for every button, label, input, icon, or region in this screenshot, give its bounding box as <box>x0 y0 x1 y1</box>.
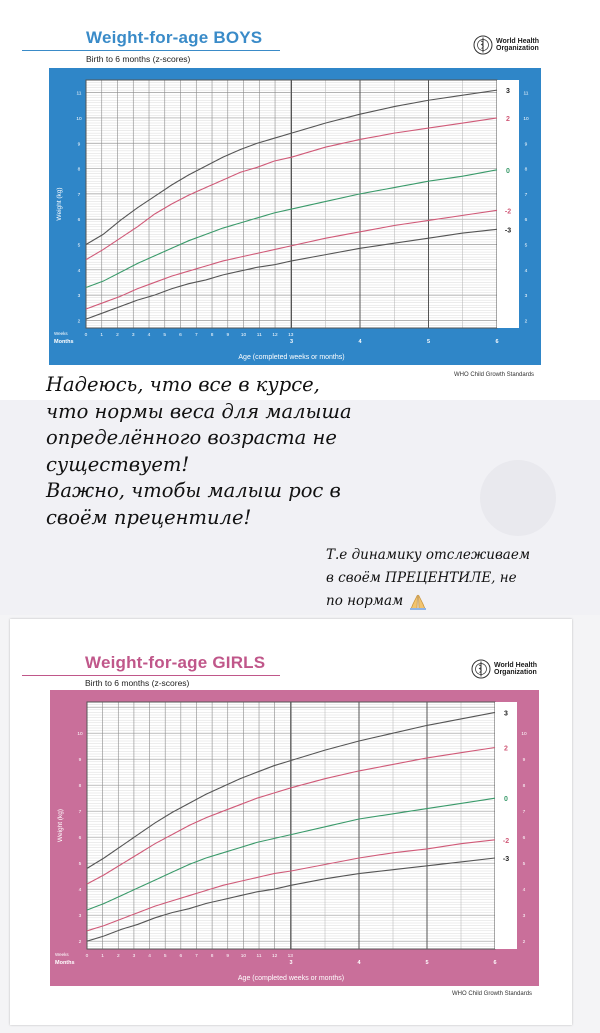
y-tick-label-right: 2 <box>524 319 528 325</box>
week-tick-label: 1 <box>101 954 104 959</box>
series-label: -3 <box>502 856 510 863</box>
chart-subtitle: Birth to 6 months (z-scores) <box>85 678 190 688</box>
y-tick-label-left: 5 <box>77 243 81 249</box>
title-rule <box>22 50 280 51</box>
y-tick-label-right: 2 <box>522 940 526 946</box>
girls-plot-frame <box>50 690 539 986</box>
y-tick-label-left: 11 <box>76 91 82 97</box>
who-name-line-1: World Health <box>496 37 540 45</box>
month-tick-label: 5 <box>425 960 429 966</box>
y-tick-label-right: 8 <box>524 167 528 173</box>
main-note-line: существует! <box>46 452 190 476</box>
y-tick-label-left: 9 <box>78 758 82 764</box>
y-tick-label-left: 10 <box>76 116 82 122</box>
week-tick-label: 0 <box>84 333 88 338</box>
weeks-row-label: Weeks <box>55 952 69 957</box>
series-label: 0 <box>504 796 508 804</box>
boys-chart-panel <box>0 0 600 382</box>
girls-chart-card <box>10 619 572 1025</box>
series-label: -3 <box>504 227 512 235</box>
week-tick-label: 3 <box>131 333 135 338</box>
main-note <box>46 372 376 531</box>
week-tick-label: 12 <box>271 954 278 959</box>
week-tick-label: 3 <box>132 954 136 959</box>
who-name-line-2: Organization <box>496 45 539 52</box>
side-note-line: Т.е динамику отслеживаем <box>326 547 531 563</box>
folded-hands-icon <box>407 594 429 610</box>
y-tick-label-right: 6 <box>524 218 528 224</box>
month-tick-label: 6 <box>493 960 497 966</box>
week-tick-label: 5 <box>163 333 167 338</box>
week-tick-label: 2 <box>116 333 119 338</box>
chart-title: Weight-for-age BOYS <box>86 28 263 47</box>
week-tick-label: 4 <box>148 954 151 959</box>
y-tick-label-right: 6 <box>522 836 526 842</box>
x-axis-label: Age (completed weeks or months) <box>238 354 345 361</box>
girls-weight-chart <box>50 690 539 986</box>
month-tick-label: 6 <box>495 339 499 345</box>
week-tick-label: 10 <box>240 954 247 959</box>
week-tick-label: 6 <box>179 333 182 338</box>
side-note-line: в своём ПРЕЦЕНТИЛЕ, не <box>326 570 517 586</box>
source-note: WHO Child Growth Standards <box>452 991 533 997</box>
boys-weight-chart <box>49 68 541 365</box>
y-tick-label-right: 4 <box>524 268 528 274</box>
week-tick-label: 13 <box>287 954 293 959</box>
months-row-label: Months <box>54 339 74 345</box>
side-note-line-with-icon <box>326 590 571 613</box>
y-tick-label-left: 10 <box>77 732 83 738</box>
y-tick-label-right: 8 <box>522 784 526 790</box>
week-tick-label: 11 <box>256 333 262 338</box>
source-note: WHO Child Growth Standards <box>454 372 535 378</box>
y-tick-label-left: 5 <box>78 862 82 868</box>
y-tick-label-left: 4 <box>77 268 81 274</box>
week-tick-label: 8 <box>210 333 214 338</box>
who-name-line-1: World Health <box>494 661 538 669</box>
main-note-line: что нормы веса для малыша <box>46 399 352 423</box>
main-note-line: Надеюсь, что все в курсе, <box>46 373 320 396</box>
month-tick-label: 3 <box>289 960 293 966</box>
series-label: -2 <box>504 208 512 216</box>
who-emblem-icon <box>471 659 491 679</box>
week-tick-label: 2 <box>116 954 120 959</box>
side-note <box>326 544 571 613</box>
month-tick-label: 5 <box>426 339 431 345</box>
series-label: 3 <box>506 88 510 96</box>
title-rule <box>22 675 280 676</box>
who-emblem-icon <box>473 35 493 55</box>
y-tick-label-left: 7 <box>77 192 81 198</box>
series-label-strip <box>495 702 517 949</box>
y-tick-label-left: 8 <box>78 784 82 790</box>
week-tick-label: 7 <box>195 954 198 959</box>
week-tick-label: 8 <box>210 954 214 959</box>
y-tick-label-left: 3 <box>78 914 82 920</box>
y-tick-label-right: 3 <box>522 914 526 920</box>
decorative-bubble <box>480 460 556 536</box>
month-tick-label: 4 <box>358 339 362 345</box>
series-label: 0 <box>506 167 510 175</box>
week-tick-label: 12 <box>272 333 278 338</box>
y-tick-label-right: 10 <box>523 116 529 122</box>
y-tick-label-left: 6 <box>78 836 82 842</box>
week-tick-label: 6 <box>179 954 183 959</box>
series-label: 2 <box>504 745 508 753</box>
y-tick-label-left: 8 <box>77 167 81 173</box>
week-tick-label: 7 <box>194 333 198 338</box>
week-tick-label: 9 <box>226 333 230 338</box>
main-note-line: Важно, чтобы малыш рос в <box>46 479 341 502</box>
y-tick-label-right: 7 <box>522 810 526 816</box>
y-tick-label-left: 9 <box>77 142 81 148</box>
chart-title: Weight-for-age GIRLS <box>85 653 266 672</box>
girls-chart-panel <box>0 615 600 1033</box>
x-axis-label: Age (completed weeks or months) <box>237 975 345 982</box>
y-tick-label-right: 5 <box>524 243 528 249</box>
weeks-row-label: Weeks <box>54 331 68 336</box>
who-name-line-2: Organization <box>494 669 537 676</box>
y-tick-label-right: 9 <box>524 142 528 148</box>
main-note-line: своём прецентиле! <box>46 505 252 529</box>
week-tick-label: 0 <box>85 954 89 959</box>
week-tick-label: 9 <box>226 954 230 959</box>
series-label: -2 <box>502 837 510 845</box>
months-row-label: Months <box>55 960 75 966</box>
y-tick-label-right: 9 <box>522 758 526 764</box>
month-tick-label: 3 <box>289 339 294 345</box>
y-tick-label-right: 4 <box>522 888 526 894</box>
week-tick-label: 11 <box>256 954 262 959</box>
y-tick-label-right: 7 <box>524 192 528 198</box>
side-note-line: по нормам <box>326 593 404 609</box>
y-tick-label-right: 11 <box>523 91 529 97</box>
y-tick-label-right: 3 <box>524 294 528 300</box>
y-tick-label-left: 4 <box>78 888 82 894</box>
y-tick-label-left: 6 <box>77 218 81 224</box>
y-tick-label-right: 5 <box>522 862 526 868</box>
y-tick-label-left: 3 <box>77 294 81 300</box>
y-tick-label-left: 2 <box>78 940 82 946</box>
chart-subtitle: Birth to 6 months (z-scores) <box>86 54 191 64</box>
week-tick-label: 13 <box>288 333 294 338</box>
week-tick-label: 1 <box>100 333 104 338</box>
who-logo <box>471 659 537 679</box>
main-note-line: определённого возраста не <box>46 426 337 449</box>
y-axis-label: Weight (kg) <box>56 187 63 221</box>
week-tick-label: 10 <box>240 333 247 338</box>
who-logo <box>473 35 539 55</box>
y-tick-label-left: 7 <box>78 810 82 816</box>
month-tick-label: 4 <box>357 960 361 966</box>
series-label: 2 <box>506 115 510 123</box>
series-label: 3 <box>504 710 508 718</box>
y-tick-label-right: 10 <box>521 732 527 738</box>
y-axis-label: Weight (kg) <box>57 808 64 843</box>
week-tick-label: 4 <box>147 333 151 338</box>
y-tick-label-left: 2 <box>77 319 81 325</box>
boys-plot-frame <box>49 68 541 365</box>
week-tick-label: 5 <box>163 954 167 959</box>
